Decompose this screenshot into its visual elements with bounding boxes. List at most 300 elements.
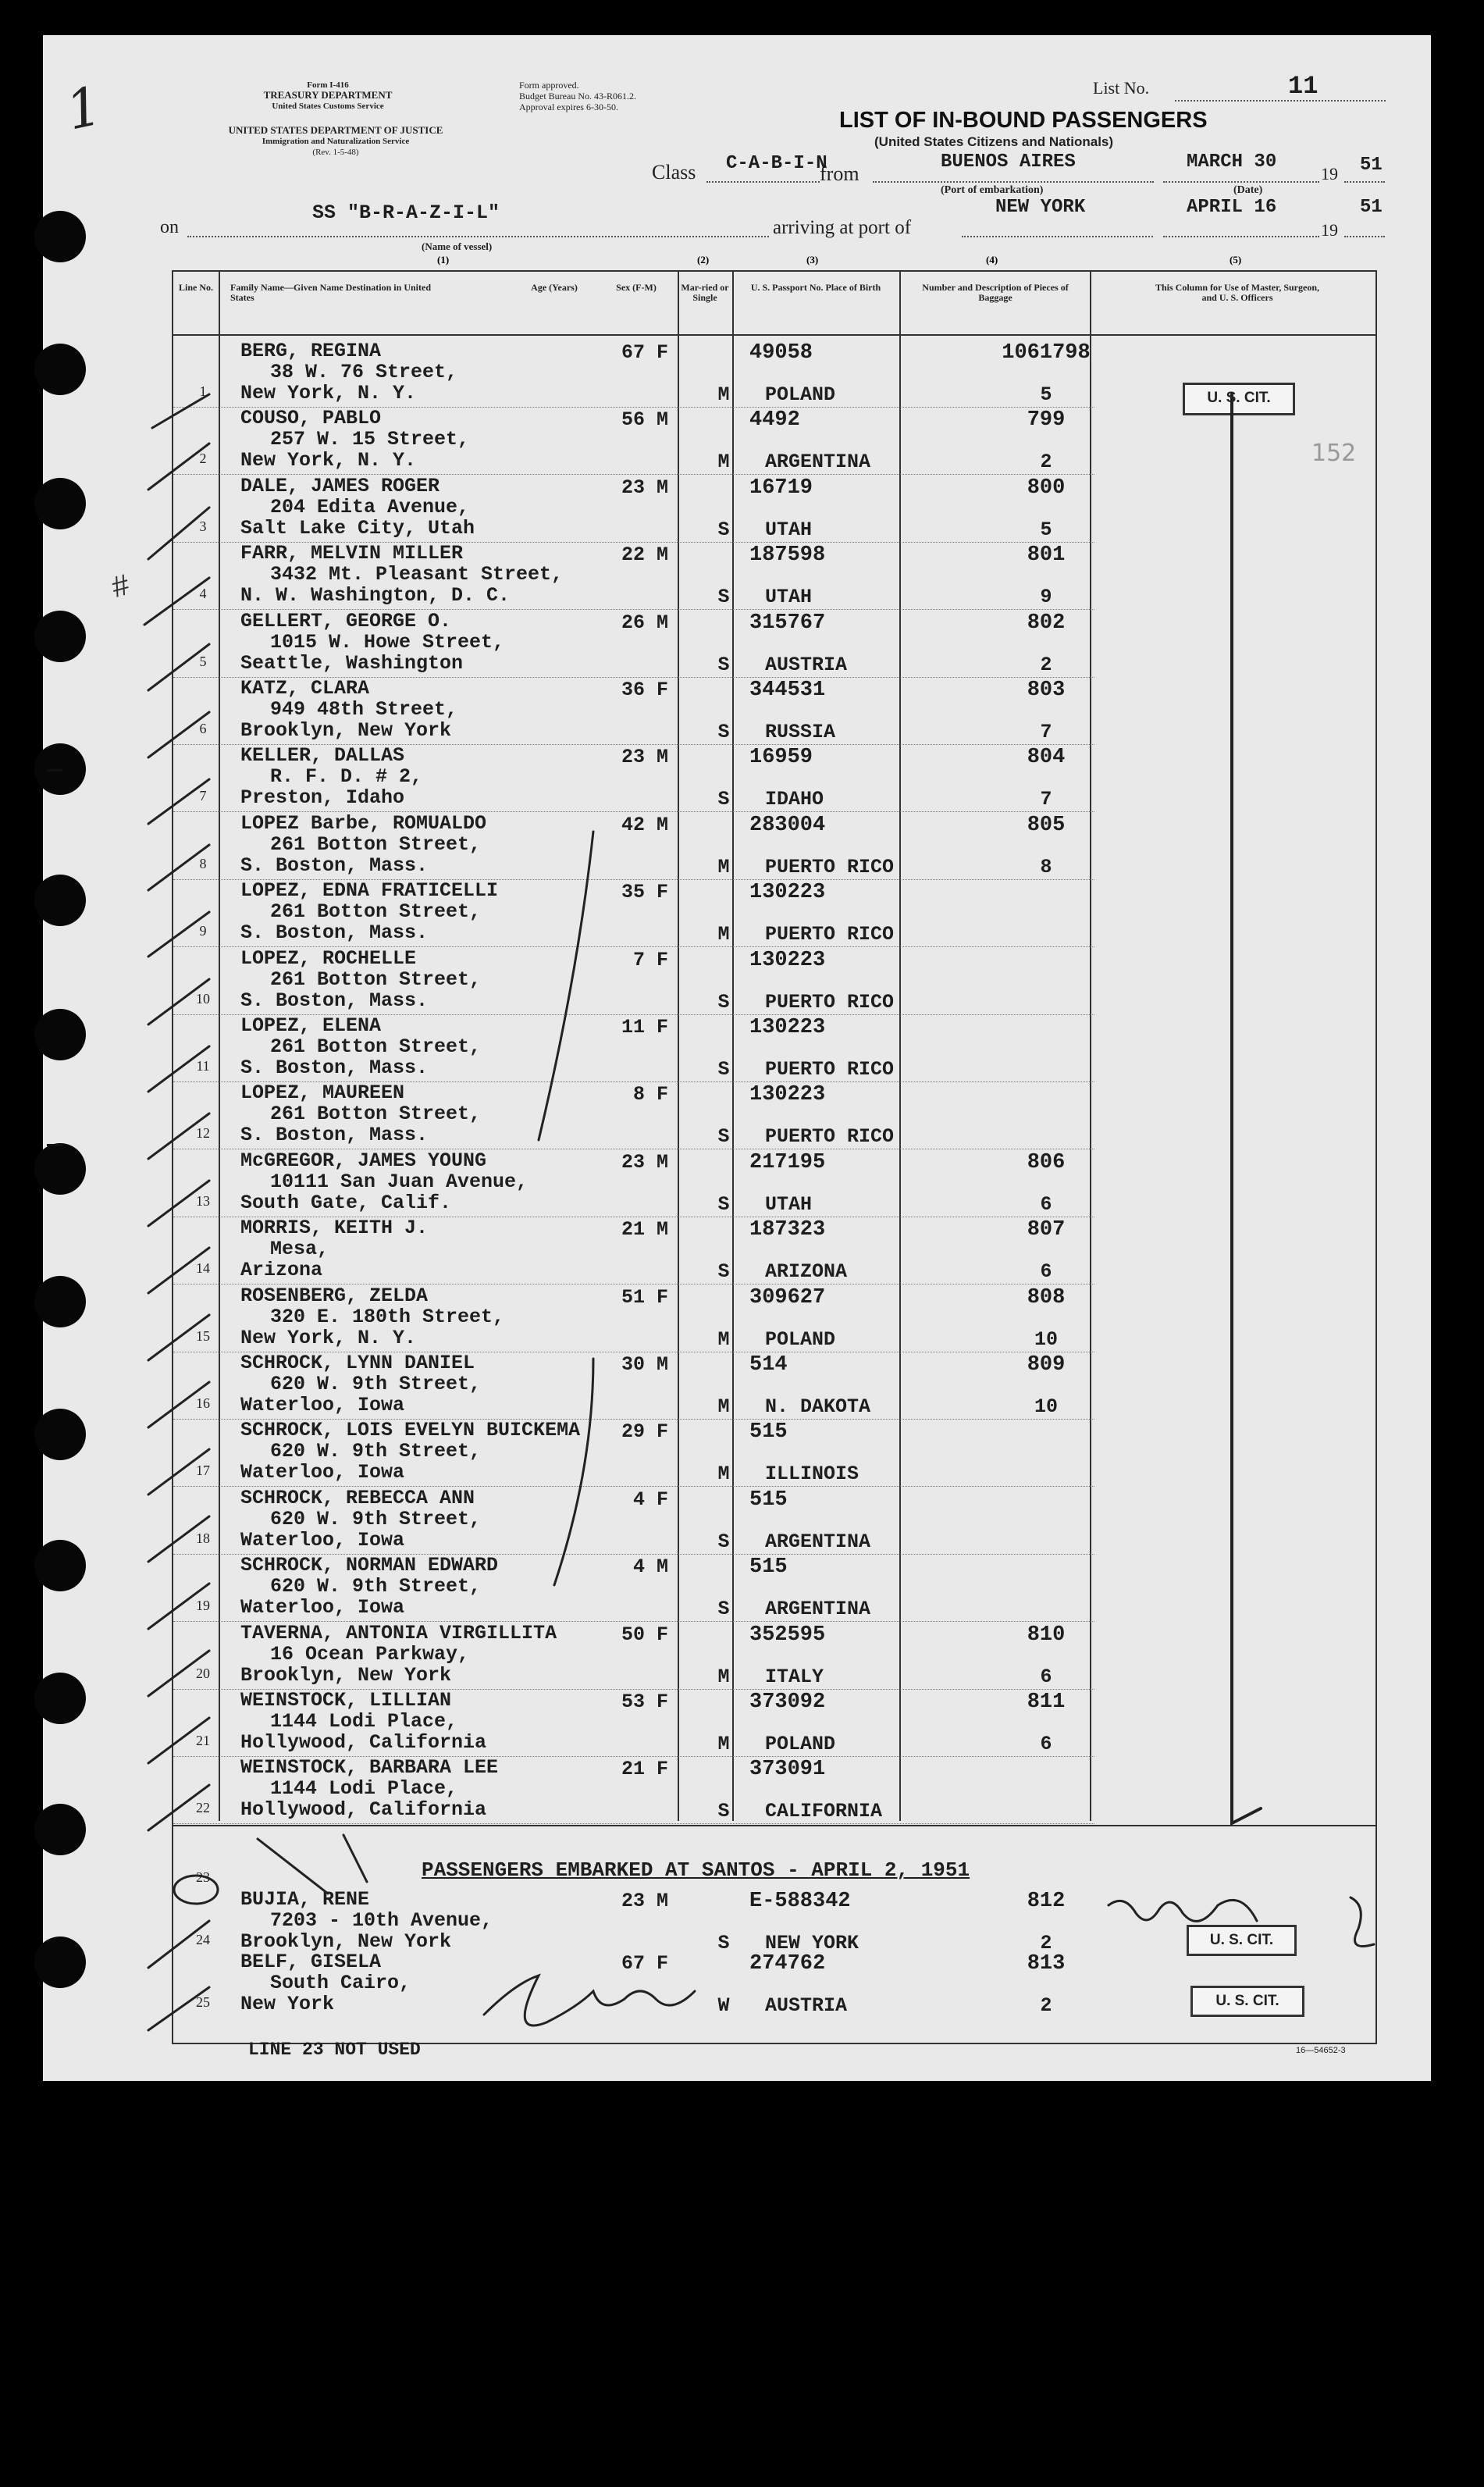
baggage-pieces: 10	[1034, 1327, 1058, 1351]
destination-city: S. Boston, Mass.	[240, 921, 429, 945]
margin-tick	[47, 769, 62, 771]
passport-number: 130223	[749, 881, 826, 905]
passenger-name: SCHROCK, LOIS EVELYN BUICKEMA	[240, 1419, 581, 1442]
marital-status: S	[717, 788, 730, 811]
destination-city: Brooklyn, New York	[240, 1663, 452, 1687]
destination-city: Hollywood, California	[240, 1731, 487, 1754]
passport-number: 130223	[749, 1083, 826, 1107]
citizen-stamp: U. S. CIT.	[1187, 1925, 1297, 1956]
table-row	[172, 1286, 1377, 1353]
age-sex: 30 M	[621, 1353, 668, 1376]
list-no-label: List No.	[1093, 78, 1150, 98]
baggage-pieces: 10	[1034, 1395, 1058, 1418]
place-of-birth: PUERTO RICO	[765, 1125, 895, 1149]
marital-status: M	[717, 923, 730, 946]
destination-city: New York, N. Y.	[240, 449, 417, 472]
address-line: 320 E. 180th Street,	[270, 1305, 505, 1328]
passport-number: 515	[749, 1420, 788, 1445]
passport-number: 16719	[749, 476, 813, 500]
passenger-name: TAVERNA, ANTONIA VIRGILLITA	[240, 1621, 557, 1644]
punch-hole	[34, 211, 86, 262]
punch-hole	[34, 1937, 86, 1988]
punch-hole	[34, 1409, 86, 1460]
punch-hole	[34, 1276, 86, 1327]
line-number: 6	[199, 721, 207, 736]
header-rule	[172, 334, 1377, 336]
address-line: 261 Botton Street,	[270, 900, 482, 924]
passport-number: 352595	[749, 1623, 826, 1647]
punch-hole	[34, 1143, 86, 1195]
arrival-year: 51	[1360, 197, 1383, 218]
passport-number: 373091	[749, 1758, 826, 1782]
address-line: 257 W. 15 Street,	[270, 428, 470, 451]
destination-city: South Gate, Calif.	[240, 1191, 452, 1214]
table-row	[172, 746, 1377, 813]
passport-number: E-588342	[749, 1890, 851, 1913]
baggage-number: 799	[1027, 408, 1066, 433]
line-number: 24	[196, 1932, 210, 1947]
revision-label: (Rev. 1-5-48)	[312, 148, 359, 157]
passport-number: 309627	[749, 1285, 826, 1309]
embark-port-caption: (Port of embarkation)	[941, 184, 1044, 196]
baggage-pieces: 2	[1040, 451, 1052, 474]
baggage-number: 809	[1027, 1353, 1066, 1377]
marital-status: S	[717, 990, 730, 1014]
marital-status: S	[717, 1125, 730, 1149]
passport-number: 4492	[749, 408, 800, 433]
passport-number: 344531	[749, 679, 826, 702]
approval-expiry: Approval expires 6-30-50.	[519, 102, 618, 112]
baggage-number: 808	[1027, 1285, 1066, 1309]
age-sex: 21 F	[621, 1758, 668, 1781]
passenger-name: LOPEZ, MAUREEN	[240, 1081, 405, 1105]
punch-hole	[34, 875, 86, 926]
marital-status: M	[717, 855, 730, 878]
passenger-name: SCHROCK, NORMAN EDWARD	[240, 1554, 499, 1577]
destination-city: Waterloo, Iowa	[240, 1461, 405, 1484]
place-of-birth: UTAH	[765, 586, 813, 609]
col-header-name: Family Name—Given Name Destination in United States	[230, 282, 431, 303]
place-of-birth: PUERTO RICO	[765, 923, 895, 946]
passport-number: 515	[749, 1555, 788, 1580]
line-number: 1	[199, 383, 207, 399]
address-line: R. F. D. # 2,	[270, 765, 423, 789]
line-number: 11	[196, 1058, 210, 1074]
destination-city: New York	[240, 1993, 335, 2015]
place-of-birth: ITALY	[765, 1665, 824, 1688]
passenger-name: BUJIA, RENE	[240, 1888, 370, 1911]
marital-status: S	[717, 721, 730, 743]
passenger-name: FARR, MELVIN MILLER	[240, 542, 464, 565]
table-row	[172, 1218, 1377, 1285]
punch-hole	[34, 1540, 86, 1591]
col-num-3: (3)	[806, 254, 819, 265]
punch-hole	[34, 478, 86, 529]
address-line: 38 W. 76 Street,	[270, 361, 458, 383]
destination-city: Waterloo, Iowa	[240, 1528, 405, 1552]
address-line: 261 Botton Street,	[270, 1035, 482, 1058]
marital-status: M	[717, 451, 730, 474]
baggage-pieces: 6	[1040, 1192, 1052, 1216]
marital-status: S	[717, 1192, 730, 1216]
place-of-birth: NEW YORK	[765, 1932, 859, 1954]
marital-status: S	[717, 586, 730, 609]
baggage-number: 802	[1027, 611, 1066, 635]
passport-number: 373092	[749, 1691, 826, 1714]
passenger-name: KELLER, DALLAS	[240, 744, 405, 768]
passenger-name: LOPEZ Barbe, ROMUALDO	[240, 811, 487, 835]
age-sex: 56 M	[621, 408, 668, 432]
age-sex: 23 M	[621, 746, 668, 769]
table-row	[172, 1420, 1377, 1488]
passenger-name: MORRIS, KEITH J.	[240, 1217, 429, 1240]
age-sex: 22 M	[621, 543, 668, 567]
baggage-number: 807	[1027, 1218, 1066, 1242]
citizen-stamp: U. S. CIT.	[1183, 383, 1295, 415]
table-row	[172, 946, 1377, 1016]
line-number: 15	[196, 1327, 210, 1344]
line-number: 4	[199, 586, 207, 602]
baggage-number: 806	[1027, 1150, 1066, 1174]
age-sex: 23 M	[621, 1150, 668, 1174]
arriving-label: arriving at port of	[773, 217, 912, 238]
baggage-number: 1061798	[1002, 341, 1091, 365]
passenger-name: SCHROCK, REBECCA ANN	[240, 1486, 475, 1509]
marital-status: S	[717, 1800, 730, 1823]
passport-number: 274762	[749, 1952, 826, 1976]
address-line: 261 Botton Street,	[270, 967, 482, 991]
line-number: 2	[199, 451, 207, 467]
baggage-pieces: 5	[1040, 518, 1052, 541]
list-no-value: 11	[1288, 72, 1319, 101]
destination-city: New York, N. Y.	[240, 382, 417, 404]
from-label: from	[820, 162, 859, 185]
place-of-birth: ARGENTINA	[765, 451, 871, 474]
age-sex: 29 F	[621, 1420, 668, 1444]
address-line: 204 Edita Avenue,	[270, 495, 470, 518]
marital-status: S	[717, 1598, 730, 1621]
destination-city: Brooklyn, New York	[240, 1930, 452, 1953]
baggage-number: 805	[1027, 813, 1066, 837]
marital-status: W	[717, 1994, 730, 2017]
destination-city: New York, N. Y.	[240, 1326, 417, 1349]
place-of-birth: ARIZONA	[765, 1260, 848, 1284]
baggage-pieces: 7	[1040, 721, 1052, 743]
baggage-pieces: 7	[1040, 788, 1052, 811]
baggage-number: 811	[1027, 1691, 1066, 1714]
place-of-birth: PUERTO RICO	[765, 990, 895, 1014]
class-value: C-A-B-I-N	[726, 153, 827, 174]
passenger-name: BERG, REGINA	[240, 340, 382, 362]
baggage-pieces: 2	[1040, 1932, 1052, 1954]
place-of-birth: CALIFORNIA	[765, 1800, 883, 1823]
on-label: on	[160, 217, 179, 237]
age-sex: 4 F	[632, 1488, 668, 1511]
table-row	[172, 1353, 1377, 1420]
passport-number: 49058	[749, 341, 813, 365]
age-sex: 67 F	[621, 1952, 668, 1975]
line-number: 5	[199, 653, 207, 669]
customs-label: United States Customs Service	[272, 102, 384, 111]
col-header-sex: Sex (F-M)	[616, 282, 657, 293]
baggage-pieces: 2	[1040, 1994, 1052, 2017]
col-num-5: (5)	[1230, 254, 1242, 265]
table-row	[172, 408, 1377, 476]
address-line: 1144 Lodi Place,	[270, 1710, 458, 1733]
marital-status: M	[717, 1395, 730, 1418]
passenger-name: LOPEZ, ROCHELLE	[240, 946, 417, 970]
baggage-pieces: 6	[1040, 1260, 1052, 1284]
page-subtitle: (United States Citizens and Nationals)	[874, 134, 1114, 149]
destination-city: Waterloo, Iowa	[240, 1596, 405, 1619]
age-sex: 23 M	[621, 476, 668, 499]
folio-mark: 1	[61, 75, 108, 143]
age-sex: 36 F	[621, 679, 668, 701]
address-line: 620 W. 9th Street,	[270, 1373, 482, 1395]
marital-status: S	[717, 1932, 730, 1954]
class-label: Class	[652, 161, 696, 183]
table-row	[172, 1691, 1377, 1758]
destination-city: S. Boston, Mass.	[240, 1124, 429, 1147]
baggage-number: 804	[1027, 746, 1066, 770]
place-of-birth: UTAH	[765, 518, 813, 541]
passport-number: 283004	[749, 813, 826, 837]
section-rule	[172, 1825, 1377, 1826]
destination-city: S. Boston, Mass.	[240, 853, 429, 877]
place-of-birth: POLAND	[765, 1327, 836, 1351]
address-line: 10111 San Juan Avenue,	[270, 1170, 528, 1193]
baggage-number: 813	[1027, 1952, 1066, 1976]
passenger-name: LOPEZ, ELENA	[240, 1014, 382, 1037]
form-approved: Form approved.	[519, 80, 579, 91]
place-of-birth: N. DAKOTA	[765, 1395, 871, 1418]
age-sex: 4 M	[632, 1555, 668, 1579]
marital-status: S	[717, 1260, 730, 1284]
table-row	[172, 611, 1377, 679]
passenger-name: COUSO, PABLO	[240, 407, 382, 430]
table-row	[172, 1623, 1377, 1691]
age-sex: 26 M	[621, 611, 668, 634]
line-number: 7	[199, 788, 207, 804]
destination-city: Waterloo, Iowa	[240, 1394, 405, 1416]
passport-number: 315767	[749, 611, 826, 635]
col-num-4: (4)	[986, 254, 998, 265]
treasury-label: TREASURY DEPARTMENT	[263, 89, 393, 101]
age-sex: 42 M	[621, 813, 668, 836]
col-header-line-no: Line No.	[178, 282, 213, 293]
col-num-2: (2)	[697, 254, 710, 265]
passenger-name: GELLERT, GEORGE O.	[240, 609, 452, 632]
destination-city: Arizona	[240, 1259, 323, 1282]
section-banner: PASSENGERS EMBARKED AT SANTOS - APRIL 2, 1951	[422, 1858, 970, 1882]
destination-city: Seattle, Washington	[240, 651, 464, 675]
age-sex: 67 F	[621, 341, 668, 364]
line-number: 25	[196, 1994, 210, 2010]
passenger-name: SCHROCK, LYNN DANIEL	[240, 1352, 475, 1374]
arrival-date: APRIL 16	[1187, 197, 1277, 218]
punch-hole	[34, 344, 86, 395]
passenger-name: WEINSTOCK, LILLIAN	[240, 1689, 452, 1712]
destination-city: Hollywood, California	[240, 1798, 487, 1822]
place-of-birth: PUERTO RICO	[765, 855, 895, 878]
date-caption: (Date)	[1233, 184, 1263, 196]
age-sex: 35 F	[621, 881, 668, 904]
destination-city: N. W. Washington, D. C.	[240, 584, 511, 607]
age-sex: 11 F	[621, 1016, 668, 1039]
ins-label: Immigration and Naturalization Service	[262, 137, 410, 146]
address-line: Mesa,	[270, 1238, 329, 1261]
place-of-birth: IDAHO	[765, 788, 824, 811]
passport-number: 130223	[749, 1016, 826, 1039]
age-sex: 7 F	[632, 948, 668, 971]
place-of-birth: UTAH	[765, 1192, 813, 1216]
punch-hole	[34, 1804, 86, 1855]
marital-status: S	[717, 1058, 730, 1081]
punch-hole	[34, 1009, 86, 1060]
address-line: 1144 Lodi Place,	[270, 1777, 458, 1801]
address-line: 3432 Mt. Pleasant Street,	[270, 563, 564, 586]
embark-port: BUENOS AIRES	[941, 151, 1076, 173]
place-of-birth: POLAND	[765, 383, 836, 406]
passenger-name: McGREGOR, JAMES YOUNG	[240, 1149, 487, 1172]
baggage-number: 803	[1027, 679, 1066, 702]
col-header-officers: This Column for Use of Master, Surgeon, and U. S. Officers	[1155, 282, 1319, 303]
passport-number: 187598	[749, 543, 826, 568]
place-of-birth: ILLINOIS	[765, 1463, 859, 1486]
vessel-caption: (Name of vessel)	[422, 241, 493, 252]
age-sex: 53 F	[621, 1691, 668, 1713]
line-number: 9	[199, 923, 207, 939]
passenger-name: WEINSTOCK, BARBARA LEE	[240, 1756, 499, 1780]
line-number: 21	[196, 1733, 210, 1748]
depart-date: MARCH 30	[1187, 151, 1277, 173]
baggage-number: 812	[1027, 1890, 1066, 1913]
marital-status: S	[717, 1530, 730, 1553]
col-header-married: Mar-ried or Single	[681, 282, 729, 303]
baggage-number: 801	[1027, 543, 1066, 568]
table-row	[172, 543, 1377, 611]
destination-city: S. Boston, Mass.	[240, 989, 429, 1012]
line-number: 23	[196, 1869, 210, 1885]
baggage-number: 810	[1027, 1623, 1066, 1647]
form-number: Form I-416	[307, 80, 349, 90]
baggage-pieces: 8	[1040, 855, 1052, 878]
table-row	[172, 476, 1377, 543]
col-num-1: (1)	[437, 254, 450, 265]
destination-city: Preston, Idaho	[240, 786, 405, 810]
passenger-name: DALE, JAMES ROGER	[240, 474, 440, 497]
budget-number: Budget Bureau No. 43-R061.2.	[519, 91, 636, 102]
passenger-name: ROSENBERG, ZELDA	[240, 1284, 429, 1307]
address-line: 16 Ocean Parkway,	[270, 1642, 470, 1666]
table-row	[172, 881, 1377, 948]
place-of-birth: PUERTO RICO	[765, 1058, 895, 1081]
marital-status: S	[717, 518, 730, 541]
baggage-pieces: 9	[1040, 586, 1052, 609]
table-row	[172, 1083, 1377, 1150]
citizen-stamp: U. S. CIT.	[1190, 1986, 1304, 2017]
address-line: 620 W. 9th Street,	[270, 1440, 482, 1463]
line-number: 22	[196, 1800, 210, 1816]
justice-label: UNITED STATES DEPARTMENT OF JUSTICE	[228, 124, 443, 136]
passport-number: 16959	[749, 746, 813, 770]
marital-status: M	[717, 1665, 730, 1688]
place-of-birth: AUSTRIA	[765, 653, 848, 676]
line-number: 20	[196, 1665, 210, 1681]
line-number: 16	[196, 1395, 210, 1411]
col-header-passport: U. S. Passport No. Place of Birth	[750, 282, 881, 293]
line-number: 14	[196, 1260, 210, 1277]
address-line: 261 Botton Street,	[270, 1103, 482, 1126]
table-row	[172, 1758, 1377, 1825]
line-number: 3	[199, 518, 207, 534]
age-sex: 23 M	[621, 1890, 668, 1912]
margin-tick	[47, 1144, 62, 1146]
place-of-birth: RUSSIA	[765, 721, 836, 743]
address-line: 949 48th Street,	[270, 698, 458, 721]
handwritten-number: 152	[1311, 440, 1357, 467]
table-row	[172, 1555, 1377, 1623]
baggage-pieces: 2	[1040, 653, 1052, 676]
passport-number: 187323	[749, 1218, 826, 1242]
vessel-name: SS "B-R-A-Z-I-L"	[312, 201, 500, 224]
col-header-baggage: Number and Description of Pieces of Baggage	[922, 282, 1069, 303]
marital-status: M	[717, 1463, 730, 1486]
margin-cross-mark: #	[108, 568, 133, 605]
table-row	[172, 1016, 1377, 1083]
form-code: 16—54652-3	[1296, 2046, 1346, 2055]
line-number: 10	[196, 990, 210, 1007]
address-line: 620 W. 9th Street,	[270, 1507, 482, 1530]
destination-city: Salt Lake City, Utah	[240, 516, 475, 540]
baggage-pieces: 6	[1040, 1733, 1052, 1755]
address-line: 1015 W. Howe Street,	[270, 630, 505, 654]
depart-year: 51	[1360, 155, 1383, 176]
table-row	[172, 811, 1377, 881]
address-line: 620 W. 9th Street,	[270, 1575, 482, 1598]
address-line: 261 Botton Street,	[270, 832, 482, 856]
marital-status: M	[717, 383, 730, 406]
page-title: LIST OF IN-BOUND PASSENGERS	[839, 108, 1208, 133]
place-of-birth: AUSTRIA	[765, 1994, 848, 2017]
baggage-number: 800	[1027, 476, 1066, 500]
table-row	[172, 679, 1377, 746]
arrival-year-prefix: 19	[1321, 220, 1338, 240]
passenger-name: KATZ, CLARA	[240, 677, 370, 700]
age-sex: 51 F	[621, 1285, 668, 1309]
passport-number: 514	[749, 1353, 788, 1377]
marital-status: M	[717, 1733, 730, 1755]
age-sex: 8 F	[632, 1083, 668, 1106]
destination-city: S. Boston, Mass.	[240, 1056, 429, 1079]
table-row	[172, 1488, 1377, 1555]
place-of-birth: ARGENTINA	[765, 1530, 871, 1553]
arrival-port: NEW YORK	[995, 197, 1086, 218]
punch-hole	[34, 611, 86, 662]
destination-city: Brooklyn, New York	[240, 719, 452, 742]
punch-hole	[34, 1673, 86, 1724]
passenger-name: LOPEZ, EDNA FRATICELLI	[240, 879, 499, 903]
address-line: 7203 - 10th Avenue,	[270, 1909, 493, 1932]
col-header-age: Age (Years)	[531, 282, 578, 293]
line-number: 17	[196, 1463, 210, 1479]
age-sex: 21 M	[621, 1218, 668, 1242]
table-row	[172, 1151, 1377, 1218]
line-number: 8	[199, 855, 207, 871]
passport-number: 515	[749, 1488, 788, 1512]
marital-status: M	[717, 1327, 730, 1351]
depart-year-prefix: 19	[1321, 164, 1338, 183]
